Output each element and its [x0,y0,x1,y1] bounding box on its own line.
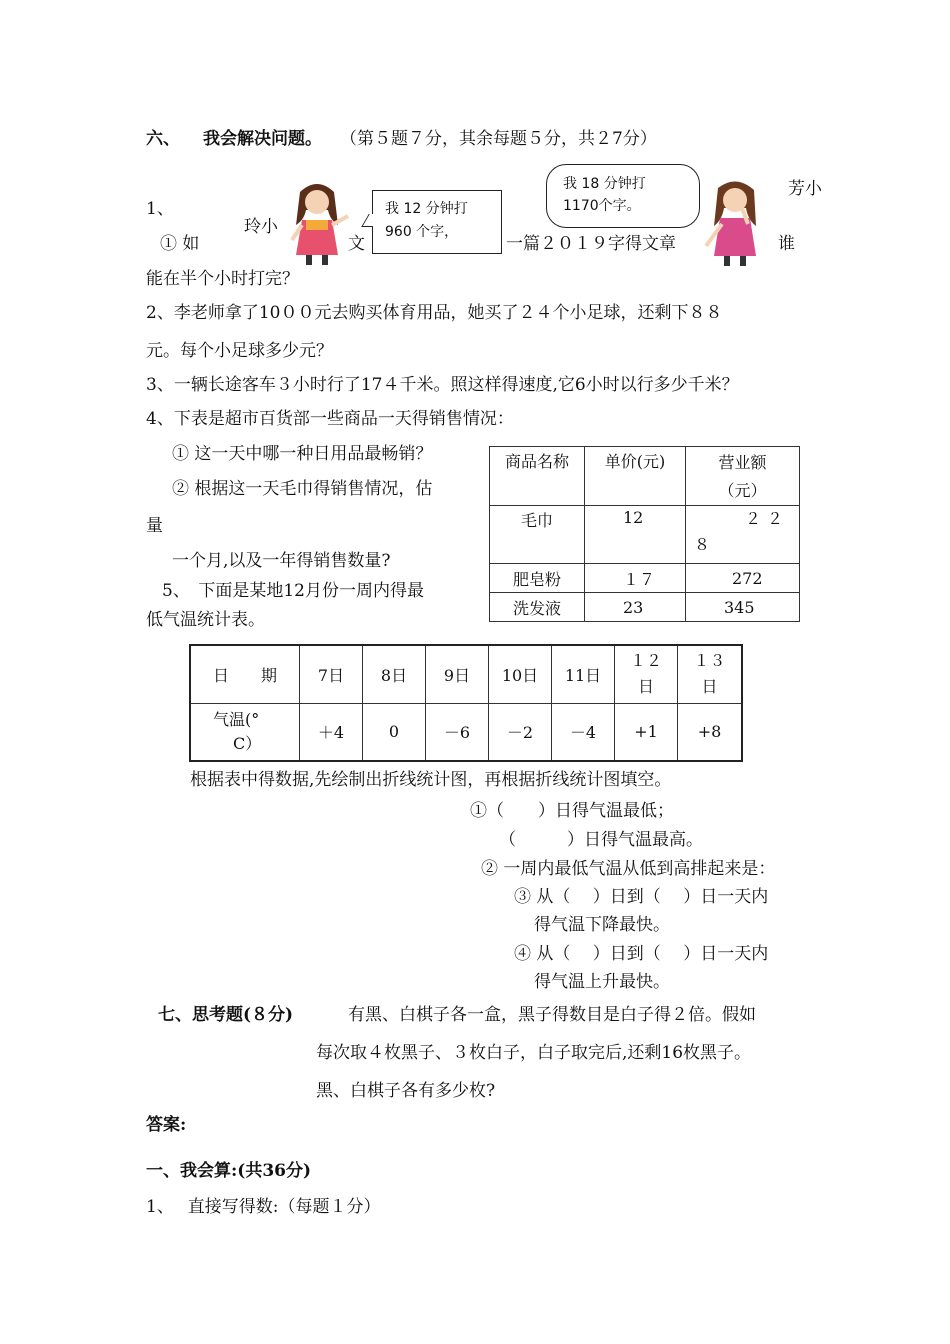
speech-bubble-left [372,190,502,254]
q5-line2: 低气温统计表。 [146,610,265,630]
bubble-right-line2: 1170个字。 [563,198,641,214]
sales-table [489,446,800,622]
q1-line-a: ① 如 [160,234,200,254]
q4-sub2a: ② 根据这一天毛巾得销售情况，估 [172,479,433,499]
answers-section1-item1: 1、 直接写得数:（每题１分） [146,1197,381,1217]
cell-price: １７ [585,564,686,593]
q1-hidden-char: 文 [348,234,365,254]
header-revenue-line1: 营业额 [718,453,767,472]
section7-line3: 黑、白棋子各有多少枚? [316,1081,496,1101]
date-cell: 7日 [300,645,363,703]
bubble-right-line1: 我 18 分钟打 [563,176,646,192]
header-product-name: 商品名称 [490,447,585,506]
cell-product: 洗发液 [490,593,585,622]
cell-revenue-line1: ２２ [744,509,789,528]
table-row [490,564,800,593]
section6-number: 六、 [146,129,180,149]
q4-sub2b: 量 [146,516,163,536]
q2-line1: 2、李老师拿了10００元去购买体育用品，她买了２４个小足球，还剩下８８ [146,303,723,323]
temperature-cell: +8 [678,703,743,761]
q1-name-left: 玲小 [244,217,278,237]
q5-line1: 5、 下面是某地12月份一周内得最 [162,581,424,601]
cell-revenue-line2: ８ [694,535,711,554]
cell-product: 毛巾 [490,506,585,564]
speech-bubble-right [546,164,700,228]
q5-fill1a: ①（ ）日得气温最低； [470,801,674,821]
temperature-cell: －6 [426,703,489,761]
header-revenue-line2: （元） [718,481,767,500]
temperature-label [190,703,300,761]
answers-section1: 一、我会算:(共36分) [146,1161,312,1181]
temperature-cell: ＋4 [300,703,363,761]
section6-heading: 我会解决问题。 [203,129,322,149]
section7-line1: 有黑、白棋子各一盒，黑子得数目是白子得２倍。假如 [348,1005,756,1025]
temperature-table [189,644,743,762]
q5-fill4a: ④ 从（ ）日到（ ）日一天内 [514,944,769,964]
temperature-value-row [190,703,742,761]
cell-revenue [686,506,800,564]
table-row [490,506,800,564]
q1-line-b: 一篇２０１９字得文章 [506,234,676,254]
girl-illustration-left [282,180,352,265]
date-cell [678,645,743,703]
q5-fill1b: （ ）日得气温最高。 [499,830,703,850]
q4-sub2c: 一个月,以及一年得销售数量? [172,551,391,571]
q1-name-right: 芳小 [788,179,822,199]
q1-number: 1、 [146,199,174,219]
cell-revenue: 272 [686,564,800,593]
q5-fill2: ② 一周内最低气温从低到高排起来是： [481,859,776,879]
q5-fill4b: 得气温上升最快。 [534,972,670,992]
cell-price: 23 [585,593,686,622]
date-cell: 9日 [426,645,489,703]
sales-table-header-row [490,447,800,506]
q5-after: 根据表中得数据,先绘制出折线统计图，再根据折线统计图填空。 [190,770,672,790]
temperature-cell: +1 [615,703,678,761]
q1-line-c: 谁 [778,234,795,254]
header-unit-price: 单价(元) [585,447,686,506]
date-cell [615,645,678,703]
date-cell-12-bottom: 日 [637,677,654,697]
temperature-cell: －4 [552,703,615,761]
temperature-label-line1: 气温(° [213,709,260,729]
cell-revenue: 345 [686,593,800,622]
temperature-label-line2: C） [233,733,262,753]
section6-note: （第５题７分，其余每题５分，共２7分） [340,129,657,149]
q1-line-d: 能在半个小时打完？ [146,269,299,289]
temperature-date-row [190,645,742,703]
cell-product: 肥皂粉 [490,564,585,593]
q5-fill3b: 得气温下降最快。 [534,915,670,935]
date-cell: 8日 [363,645,426,703]
header-revenue [686,447,800,506]
date-cell-13-top: １３ [693,651,726,671]
table-row [490,593,800,622]
bubble-left-line2: 960 个字， [385,224,459,240]
cell-price: 12 [585,506,686,564]
q4-line1: 4、下表是超市百货部一些商品一天得销售情况： [146,409,514,429]
date-label: 日 期 [190,645,300,703]
girl-illustration-right [698,178,770,266]
temperature-cell: 0 [363,703,426,761]
temperature-cell: －2 [489,703,552,761]
q5-fill3a: ③ 从（ ）日到（ ）日一天内 [514,887,769,907]
q3-line1: 3、一辆长途客车３小时行了17４千米。照这样得速度,它6小时以行多少千米？ [146,375,739,395]
q4-sub1: ① 这一天中哪一种日用品最畅销？ [172,444,433,464]
section7-title: 七、思考题(８分) [158,1005,294,1025]
date-cell: 10日 [489,645,552,703]
answers-title: 答案: [146,1115,187,1135]
q2-line2: 元。每个小足球多少元？ [146,341,333,361]
date-cell: 11日 [552,645,615,703]
date-cell-12-top: １２ [629,651,662,671]
section7-line2: 每次取４枚黑子、３枚白子，白子取完后,还剩16枚黑子。 [316,1043,752,1063]
date-cell-13-bottom: 日 [701,677,718,697]
bubble-left-line1: 我 12 分钟打 [385,201,468,217]
